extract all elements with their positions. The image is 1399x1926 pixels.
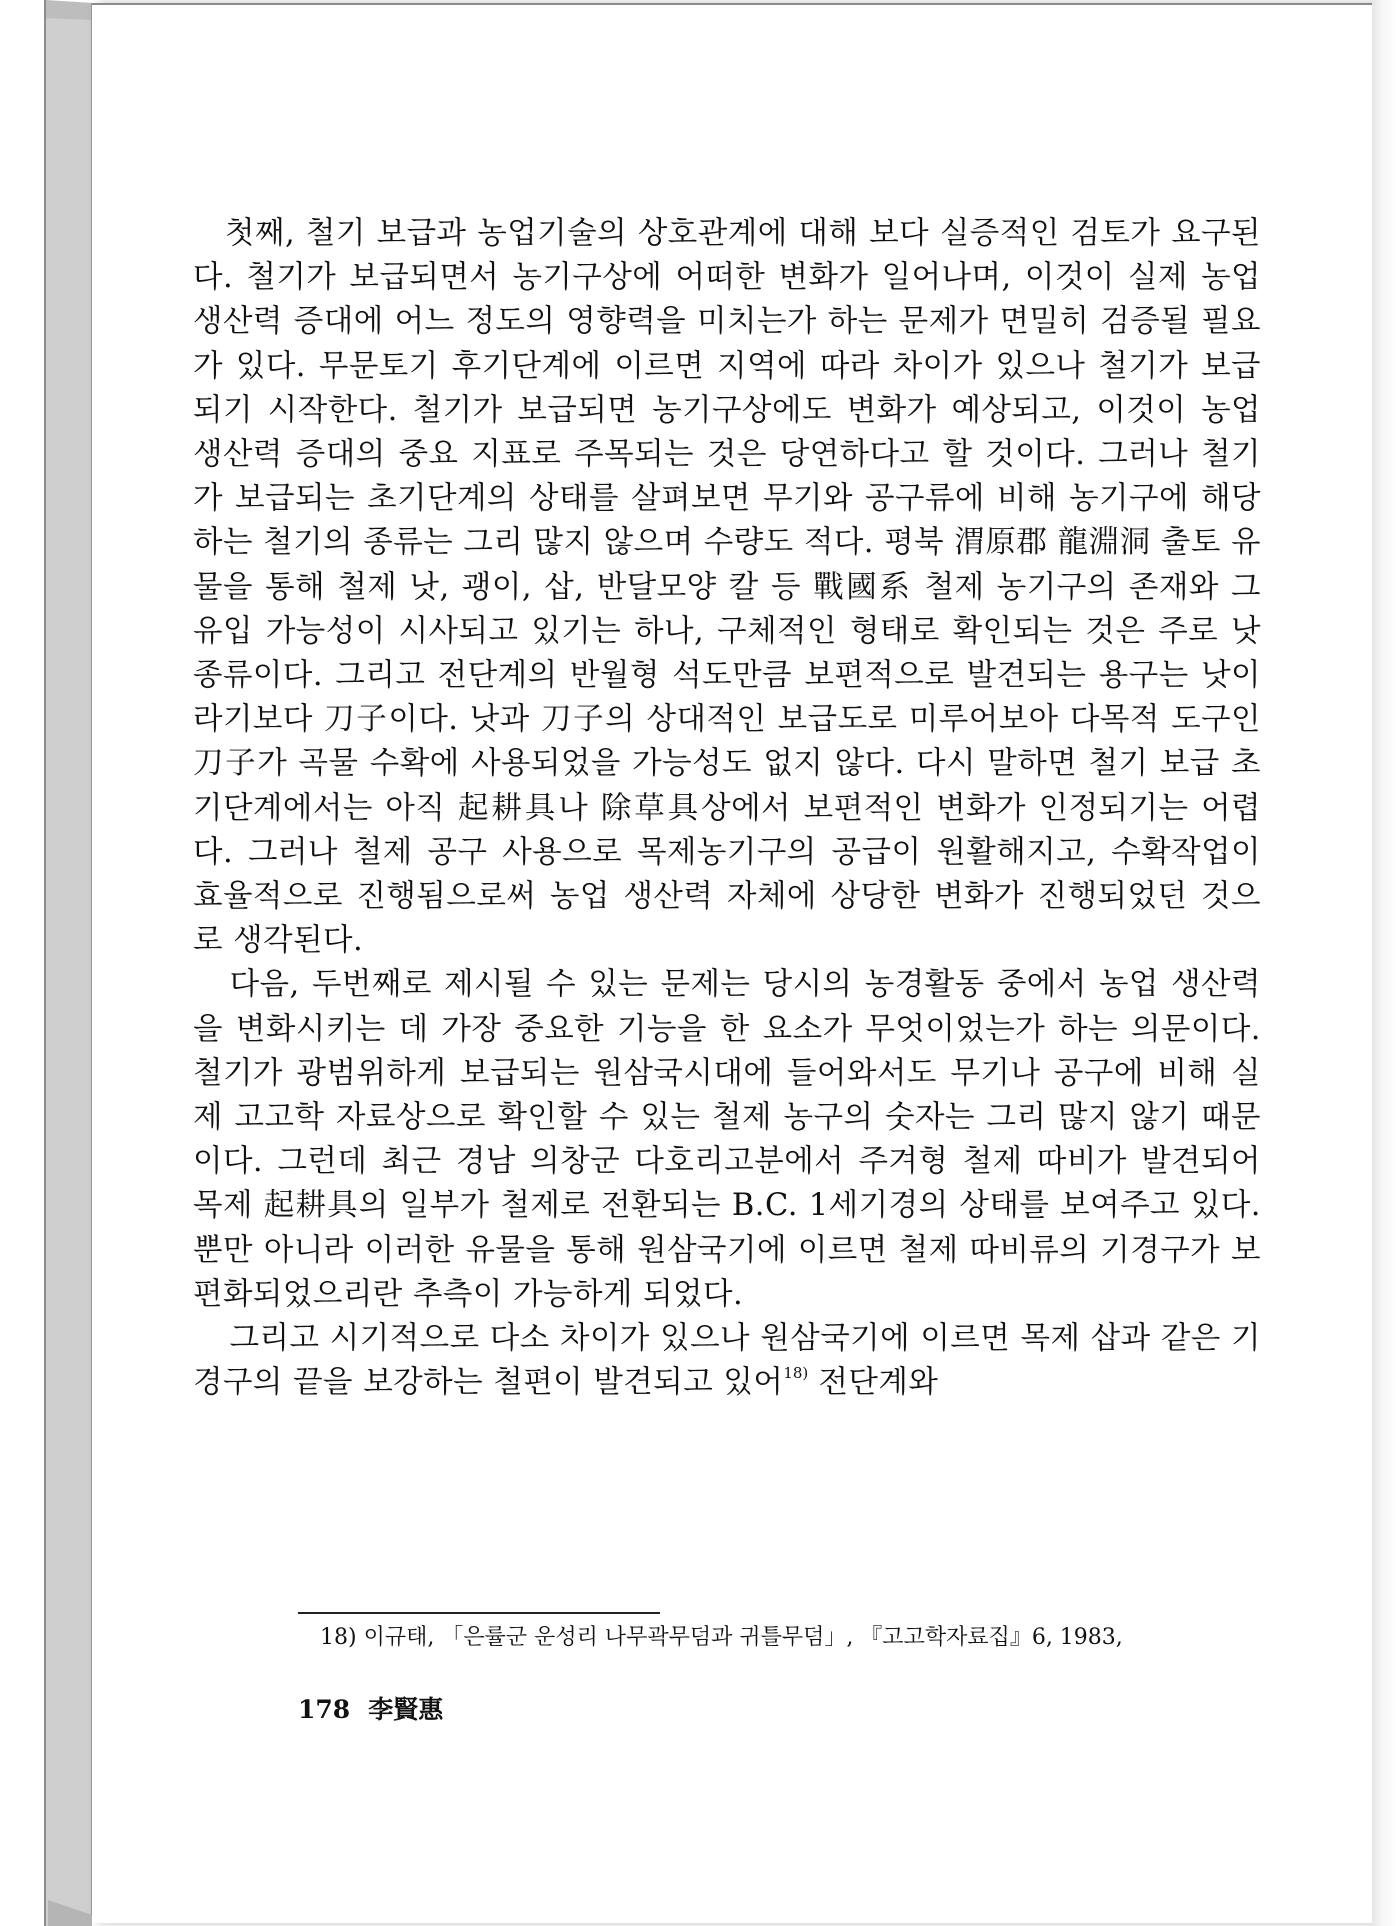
body-text xyxy=(193,212,1261,1405)
paragraph-3 xyxy=(193,1317,1261,1405)
page-footer xyxy=(298,1690,443,1726)
running-author: 李賢惠 xyxy=(368,1695,444,1724)
paragraph-3-tail: 전단계와 xyxy=(808,1365,939,1401)
book-spine xyxy=(0,0,92,1926)
footnote-text: 18) 이규태, 「은률군 운성리 나무곽무덤과 귀틀무덤」, 『고고학자료집』6, 1983, xyxy=(320,1625,1123,1650)
page-number: 178 xyxy=(298,1695,351,1724)
paragraph-1: 첫째, 철기 보급과 농업기술의 상호관계에 대해 보다 실증적인 검토가 요구된다. 철기가 보급되면서 농기구상에 어떠한 변화가 일어나며, 이것이 실제 농업 생산력 증대에 어느 정도의 영향력을 미치는가 하는 문제가 면밀히 검증될 필요가 있다. 무문토기 후기단계에 이르면 지역에 따라 차이가 있으나 철기가 보급되기 시작한다. 철기가 보급되면 농기구상에도 변화가 예상되고, 이것이 농업 생산력 증대의 중요 지표로 주목되는 것은 당연하다고 할 것이다. 그러나 철기가 보급되는 초기단계의 상태를 살펴보면 무기와 공구류에 비해 농기구에 해당하는 철기의 종류는 그리 많지 않으며 수량도 적다. 평북 渭原郡 龍淵洞 출토 유물을 통해 철제 낫, 괭이, 삽, 반달모양 칼 등 戰國系 철제 농기구의 존재와 그 유입 가능성이 시사되고 있기는 하나, 구체적인 형태로 확인되는 것은 주로 낫 종류이다. 그리고 전단계의 반월형 석도만큼 보편적으로 발견되는 용구는 낫이라기보다 刀子이다. 낫과 刀子의 상대적인 보급도로 미루어보아 다목적 도구인 刀子가 곡물 수확에 사용되었을 가능성도 없지 않다. 다시 말하면 철기 보급 초기단계에서는 아직 起耕具나 除草具상에서 보편적인 변화가 인정되기는 어렵다. 그러나 철제 공구 사용으로 목제농기구의 공급이 원활해지고, 수확작업이 효율적으로 진행됨으로써 농업 생산력 자체에 상당한 변화가 진행되었던 것으로 생각된다. xyxy=(193,216,1261,959)
footnote-divider xyxy=(298,1612,660,1614)
paragraph-3-text: 그리고 시기적으로 다소 차이가 있으나 원삼국기에 이르면 목제 삽과 같은 기경구의 끝을 보강하는 철편이 발견되고 있어 xyxy=(193,1321,1261,1401)
footnote-reference: 18) xyxy=(783,1364,809,1383)
paragraph-2: 다음, 두번째로 제시될 수 있는 문제는 당시의 농경활동 중에서 농업 생산력을 변화시키는 데 가장 중요한 기능을 한 요소가 무엇이었는가 하는 의문이다. 철기가 광범위하게 보급되는 원삼국시대에 들어와서도 무기나 공구에 비해 실제 고고학 자료상으로 확인할 수 있는 철제 농구의 숫자는 그리 많지 않기 때문이다. 그런데 최근 경남 의창군 다호리고분에서 주겨형 철제 따비가 발견되어 목제 起耕具의 일부가 철제로 전환되는 B.C. 1세기경의 상태를 보여주고 있다. 뿐만 아니라 이러한 유물을 통해 원삼국기에 이르면 철제 따비류의 기경구가 보편화되었으리란 추측이 가능하게 되었다. xyxy=(193,967,1261,1312)
page-edge xyxy=(1372,0,1399,1926)
